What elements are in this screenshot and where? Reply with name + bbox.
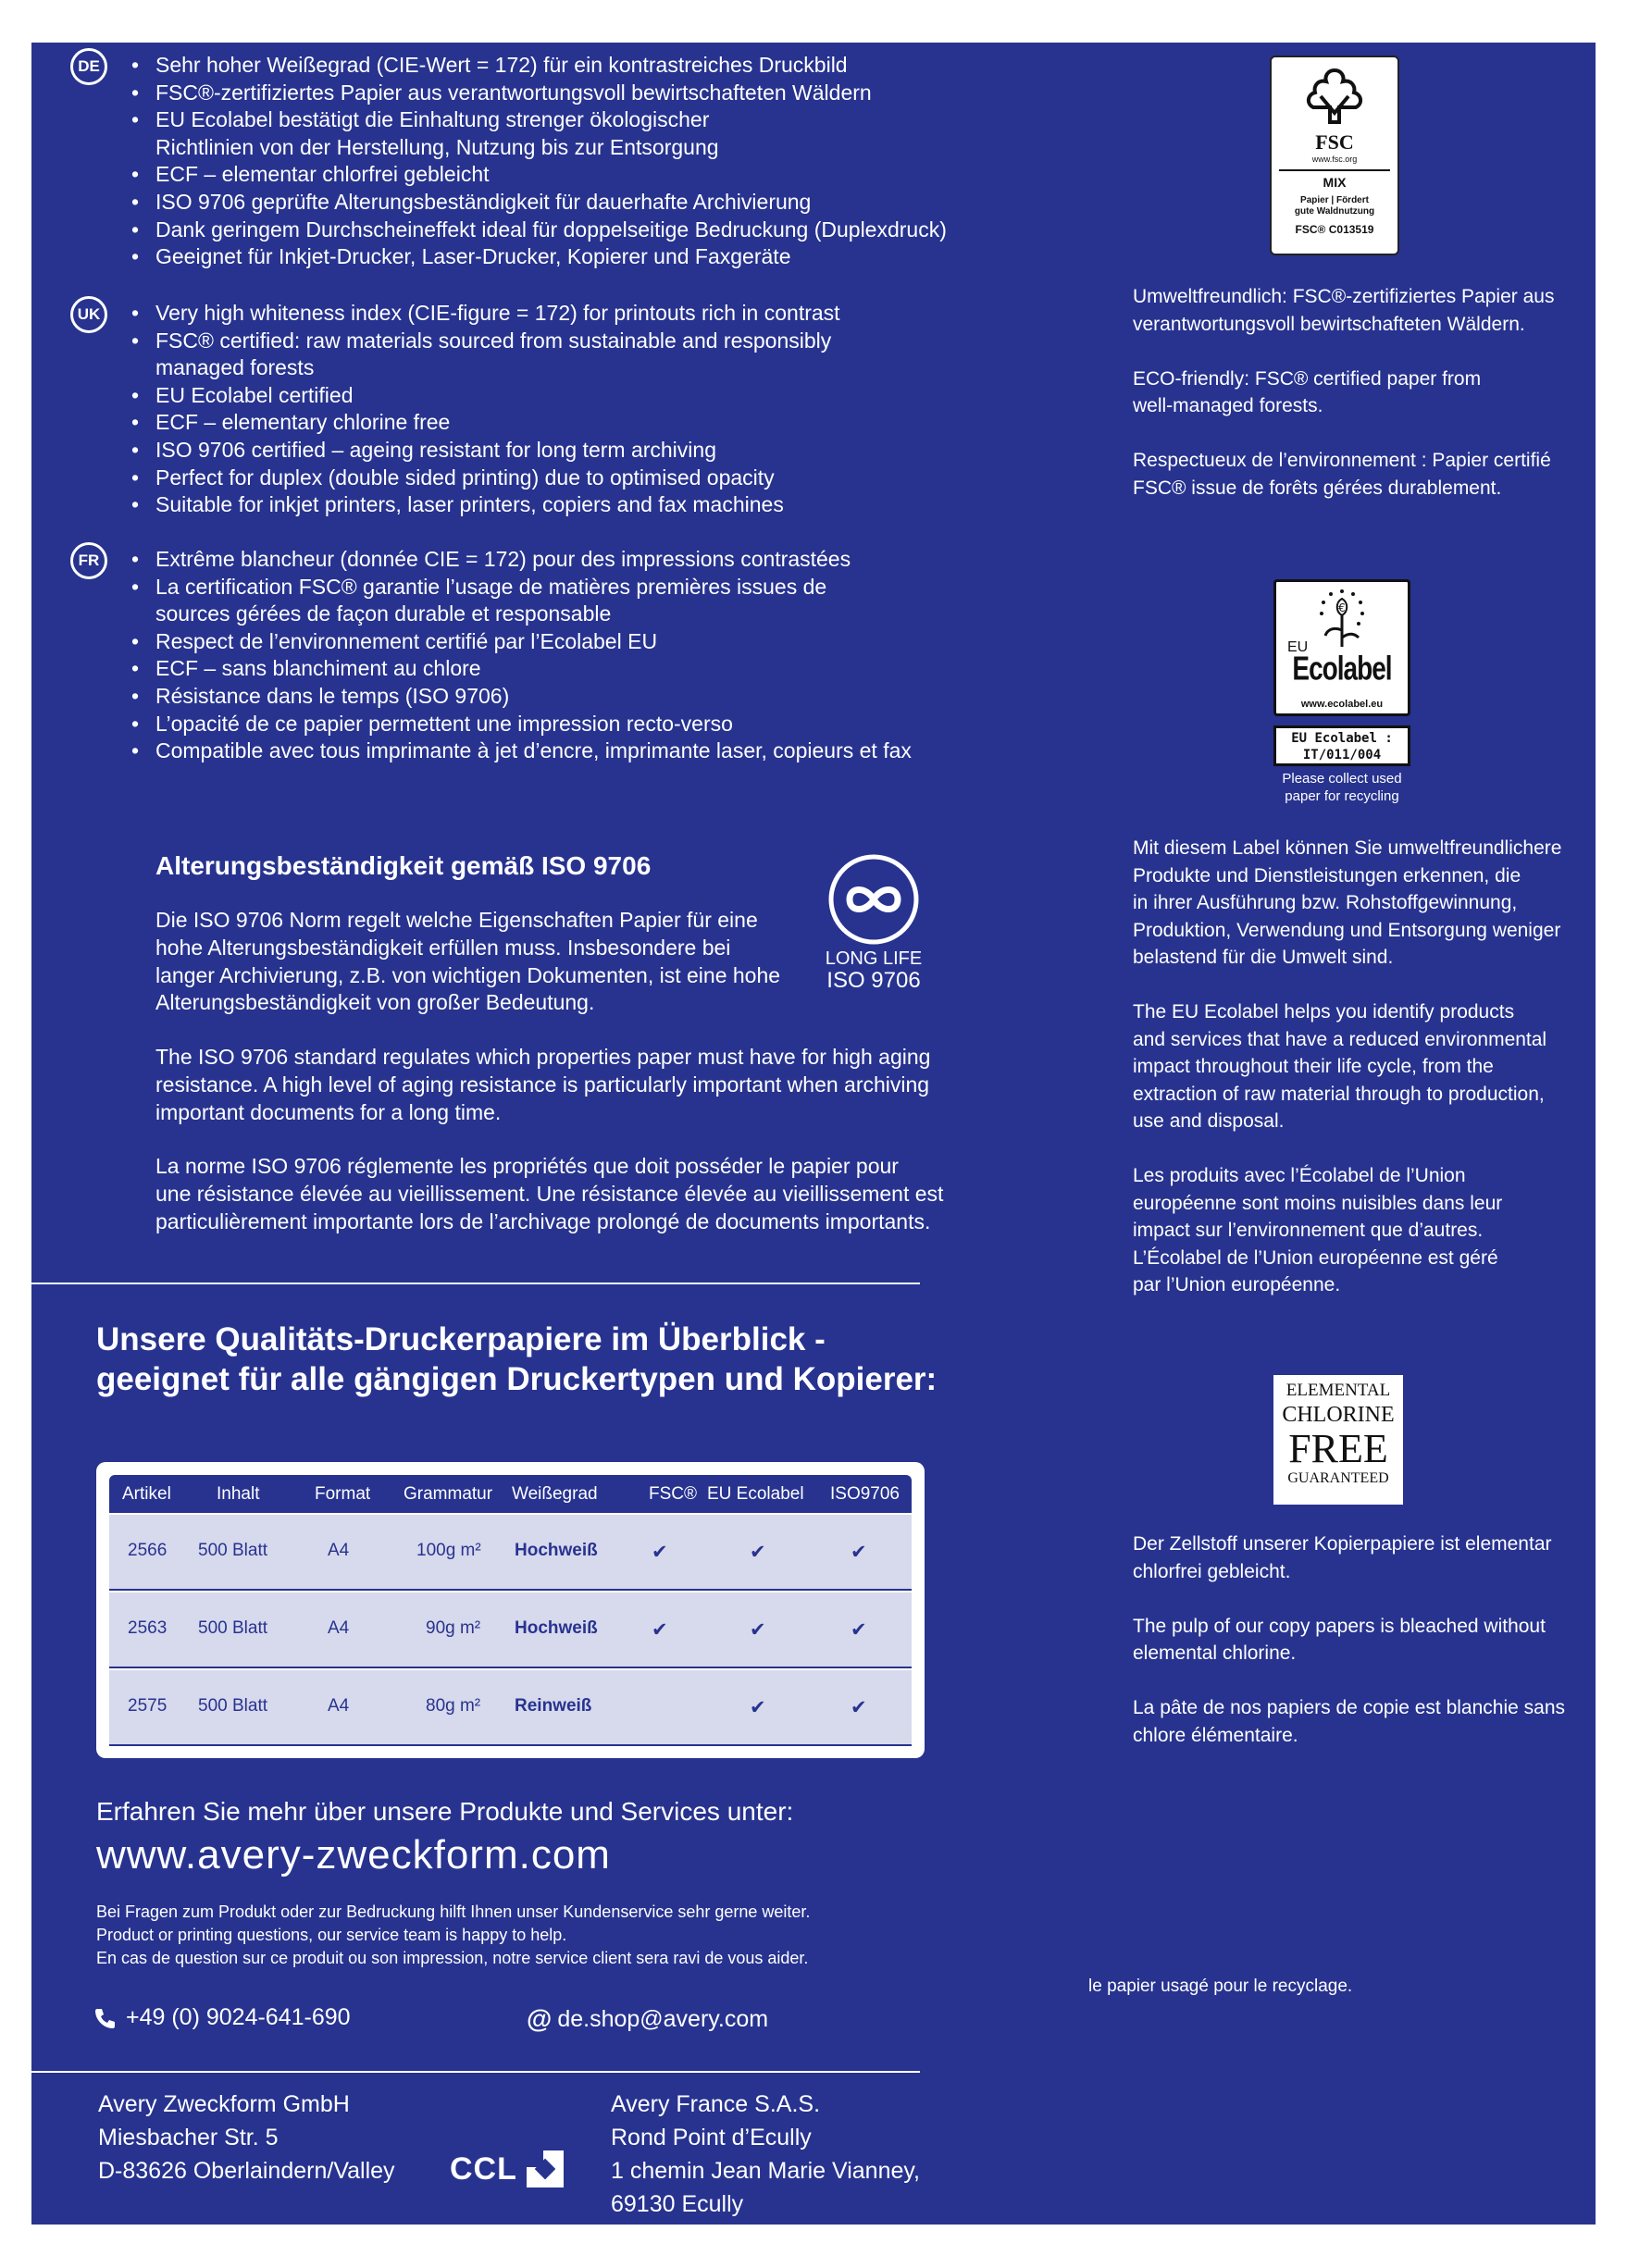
feature-list-fr — [131, 546, 983, 765]
fsc-description: Umweltfreundlich: FSC®-zertifiziertes Papier aus verantwortungsvoll bewirtschafteten Wäldern. ECO-friendly: FSC® certified paper from well-managed forests. Respectueux de l’environnement : Papier certifié FSC® issue de forêts gérées durablement. — [1133, 286, 1555, 499]
feature-item: • Suitable for inkjet printers, laser printers, copiers and fax machines — [131, 491, 983, 519]
language-badge-fr: FR — [70, 542, 107, 579]
fsc-tagline: Papier | Fördert gute Waldnutzung — [1294, 195, 1375, 217]
check-icon: ✔ — [750, 1619, 766, 1641]
cell-grammatur: 90g m² — [426, 1618, 481, 1638]
cell-weissegrad: Hochweiß — [515, 1541, 598, 1560]
feature-item: • ECF – elementar chlorfrei gebleicht — [131, 161, 983, 189]
ccl-mark-icon — [525, 2149, 565, 2189]
ecf-line: CHLORINE — [1282, 1403, 1395, 1427]
feature-item: • ECF – elementary chlorine free — [131, 409, 983, 437]
email-contact[interactable] — [527, 2004, 768, 2034]
ecolabel-reg-number: IT/011/004 — [1302, 748, 1382, 762]
phone-icon — [93, 2006, 117, 2030]
ecf-line: ELEMENTAL — [1285, 1381, 1391, 1400]
fsc-brand: FSC — [1315, 130, 1354, 154]
feature-list-uk — [131, 300, 983, 519]
feature-item: • Sehr hoher Weißegrad (CIE-Wert = 172) für ein kontrastreiches Druckbild — [131, 52, 983, 80]
ecf-line: FREE — [1288, 1426, 1388, 1471]
service-text — [96, 1901, 929, 1970]
address-fr: Avery France S.A.S. Rond Point d’Ecully 1 chemin Jean Marie Vianney, 69130 Ecully — [611, 2091, 920, 2217]
ccl-logo — [450, 2149, 565, 2189]
cell-inhalt: 500 Blatt — [198, 1696, 267, 1716]
cell-inhalt: 500 Blatt — [198, 1618, 267, 1638]
check-icon: ✔ — [851, 1542, 867, 1563]
ecolabel-site: www.ecolabel.eu — [1300, 699, 1384, 710]
fsc-site: www.fsc.org — [1311, 155, 1358, 164]
iso-9706-label: ISO 9706 — [826, 968, 921, 993]
ecf-description: Der Zellstoff unserer Kopierpapiere ist elementar chlorfrei gebleicht. The pulp of our copy papers is bleached without elemental chlorine. La pâte de nos papiers de copie est blanchie sans chlore élémentaire. — [1133, 1533, 1565, 1746]
long-life-label: LONG LIFE — [825, 948, 923, 969]
product-table — [96, 1462, 925, 1758]
overview-title-line: geeignet für alle gängigen Druckertypen und Kopierer: — [96, 1361, 938, 1397]
ecolabel-flower-icon — [1305, 586, 1379, 651]
ecolabel-recycle-note: Please collect used paper for recycling — [1282, 771, 1402, 804]
cell-artikel: 2563 — [128, 1618, 168, 1638]
feature-item: • FSC®-zertifiziertes Papier aus verantwortungsvoll bewirtschafteten Wäldern — [131, 80, 983, 107]
feature-item: • EU Ecolabel bestätigt die Einhaltung strenger ökologischer Richtlinien von der Herstellung, Nutzung bis zur Entsorgung — [131, 106, 798, 161]
cell-grammatur: 100g m² — [416, 1541, 481, 1560]
check-icon: ✔ — [851, 1619, 867, 1641]
service-text-de: Bei Fragen zum Produkt oder zur Bedruckung hilft Ihnen unser Kundenservice sehr gerne weiter. — [96, 1902, 811, 1921]
cell-weissegrad: Reinweiß — [515, 1696, 592, 1716]
eu-ecolabel-logo — [1273, 579, 1410, 716]
feature-item: • ECF – sans blanchiment au chlore — [131, 655, 983, 683]
feature-item: • EU Ecolabel certified — [131, 382, 983, 410]
section-divider — [31, 1283, 920, 1284]
cell-format: A4 — [328, 1696, 350, 1716]
footer-divider — [31, 2071, 920, 2073]
overview-title — [96, 1320, 937, 1399]
ecf-line: GUARANTEED — [1287, 1470, 1389, 1486]
ecolabel-reg-title: EU Ecolabel : — [1291, 731, 1393, 746]
table-header — [109, 1475, 912, 1513]
feature-list-de — [131, 52, 983, 271]
more-info-text: Erfahren Sie mehr über unsere Produkte und Services unter: — [96, 1797, 794, 1826]
feature-item: • ISO 9706 certified – ageing resistant for long term archiving — [131, 437, 983, 465]
iso-paragraph-en: The ISO 9706 standard regulates which properties paper must have for high aging resistance. A high level of aging resistance is particularly important when archiving important documents for a long time. — [155, 1045, 931, 1124]
fsc-logo — [1270, 56, 1399, 255]
check-icon: ✔ — [652, 1619, 668, 1641]
service-text-en: Product or printing questions, our service team is happy to help. — [96, 1926, 567, 1944]
feature-item: • Geeignet für Inkjet-Drucker, Laser-Drucker, Kopierer und Faxgeräte — [131, 243, 983, 271]
check-icon: ✔ — [750, 1697, 766, 1718]
check-icon: ✔ — [652, 1542, 668, 1563]
feature-item: • Perfect for duplex (double sided printing) due to optimised opacity — [131, 465, 983, 492]
at-icon: @ — [527, 2004, 553, 2033]
feature-item: • Dank geringem Durchscheineffekt ideal für doppelseitige Bedruckung (Duplexdruck) — [131, 217, 983, 244]
language-badge-de: DE — [70, 48, 107, 85]
ecolabel-name: Ecolabel — [1292, 650, 1392, 688]
feature-item: • L’opacité de ce papier permettent une impression recto-verso — [131, 711, 983, 738]
cell-format: A4 — [328, 1541, 350, 1560]
ecolabel-eu: EU — [1287, 639, 1309, 655]
language-badge-uk: UK — [70, 296, 107, 333]
long-life-logo — [818, 853, 929, 994]
fsc-mix: MIX — [1279, 169, 1390, 190]
phone-number: +49 (0) 9024-641-690 — [126, 2004, 351, 2030]
check-icon: ✔ — [851, 1697, 867, 1718]
ecolabel-description: Mit diesem Label können Sie umweltfreundlichere Produkte und Dienstleistungen erkennen, die in ihrer Ausführung bzw. Rohstoffgewinnung, Produktion, Verwendung und Entsorgung weniger belastend für die Umwelt sind. The EU Ecolabel helps you identify products and services that have a reduced environmental impact throughout their life cycle, from the extraction of raw material through to production, use and disposal. Les produits avec l’Écolabel de l’Union européenne sont moins nuisibles dans leur impact sur l’environnement que d’autres. L’Écolabel de l’Union européenne est géré par l’Union européenne. — [1133, 837, 1562, 1295]
feature-item: • Respect de l’environnement certifié par l’Ecolabel EU — [131, 628, 983, 656]
feature-item: • Compatible avec tous imprimante à jet d’encre, imprimante laser, copieurs et fax — [131, 737, 983, 765]
cell-artikel: 2575 — [128, 1696, 168, 1716]
service-text-fr: En cas de question sur ce produit ou son impression, notre service client sera ravi de vous aider. — [96, 1949, 809, 1967]
cell-format: A4 — [328, 1618, 350, 1638]
check-icon: ✔ — [750, 1542, 766, 1563]
feature-item: • Extrême blancheur (donnée CIE = 172) pour des impressions contrastées — [131, 546, 983, 574]
col-header-artikel: Artikel — [122, 1484, 171, 1504]
website-link[interactable]: www.avery-zweckform.com — [96, 1832, 611, 1878]
feature-item: • La certification FSC® garantie l’usage de matières premières issues de sources gérées de façon durable et responsable — [131, 574, 900, 628]
cell-weissegrad: Hochweiß — [515, 1618, 598, 1638]
fsc-tree-icon — [1293, 65, 1376, 130]
col-header-weissegrad: Weißegrad — [512, 1484, 598, 1504]
cell-inhalt: 500 Blatt — [198, 1541, 267, 1560]
feature-item: • FSC® certified: raw materials sourced from sustainable and responsibly managed forests — [131, 328, 835, 382]
col-header-format: Format — [315, 1484, 371, 1504]
col-header-fsc: FSC® — [649, 1484, 697, 1504]
iso-paragraph-de: Die ISO 9706 Norm regelt welche Eigenschaften Papier für eine hohe Alterungsbeständigkeit erfüllen muss. Insbesondere bei langer Archivierung, z.B. von wichtigen Dokumenten, ist eine hohe Alterungsbeständigkeit von großer Bedeutung. — [155, 908, 781, 1015]
svg-text:€: € — [1338, 601, 1346, 614]
table-row — [109, 1515, 912, 1591]
phone-contact[interactable] — [93, 2004, 351, 2031]
col-header-grammatur: Grammatur — [404, 1484, 493, 1504]
address-de: Avery Zweckform GmbH Miesbacher Str. 5 D-83626 Oberlaindern/Valley — [98, 2091, 395, 2184]
feature-item: • ISO 9706 geprüfte Alterungsbeständigkeit für dauerhafte Archivierung — [131, 189, 983, 217]
col-header-inhalt: Inhalt — [217, 1484, 260, 1504]
overview-title-line: Unsere Qualitäts-Druckerpapiere im Überblick - — [96, 1321, 826, 1357]
cell-grammatur: 80g m² — [426, 1696, 481, 1716]
col-header-iso9706: ISO9706 — [830, 1484, 900, 1504]
cell-artikel: 2566 — [128, 1541, 168, 1560]
email-address: de.shop@avery.com — [557, 2005, 769, 2032]
iso-heading: Alterungsbeständigkeit gemäß ISO 9706 — [155, 851, 652, 880]
col-header-eu-ecolabel: EU Ecolabel — [707, 1484, 804, 1504]
ecf-logo — [1273, 1375, 1403, 1505]
feature-item: • Very high whiteness index (CIE-figure = 172) for printouts rich in contrast — [131, 300, 983, 328]
table-row — [109, 1593, 912, 1668]
infinity-icon — [827, 853, 920, 946]
feature-item: • Résistance dans le temps (ISO 9706) — [131, 683, 983, 711]
iso-paragraph-fr: La norme ISO 9706 réglemente les propriétés que doit posséder le papier pour une résistance élevée au vieillissement. Une résistance élevée au vieillissement est particulièrement importante lors de l’archivage prolongé de documents importants. — [155, 1154, 944, 1233]
ccl-logo-text: CCL — [450, 2150, 517, 2187]
ecolabel-registration — [1273, 725, 1410, 766]
product-info-sheet — [31, 43, 1596, 2225]
fsc-code: FSC® C013519 — [1295, 223, 1374, 236]
recycle-note: le papier usagé pour le recyclage. — [1088, 1977, 1353, 1996]
table-row — [109, 1670, 912, 1746]
